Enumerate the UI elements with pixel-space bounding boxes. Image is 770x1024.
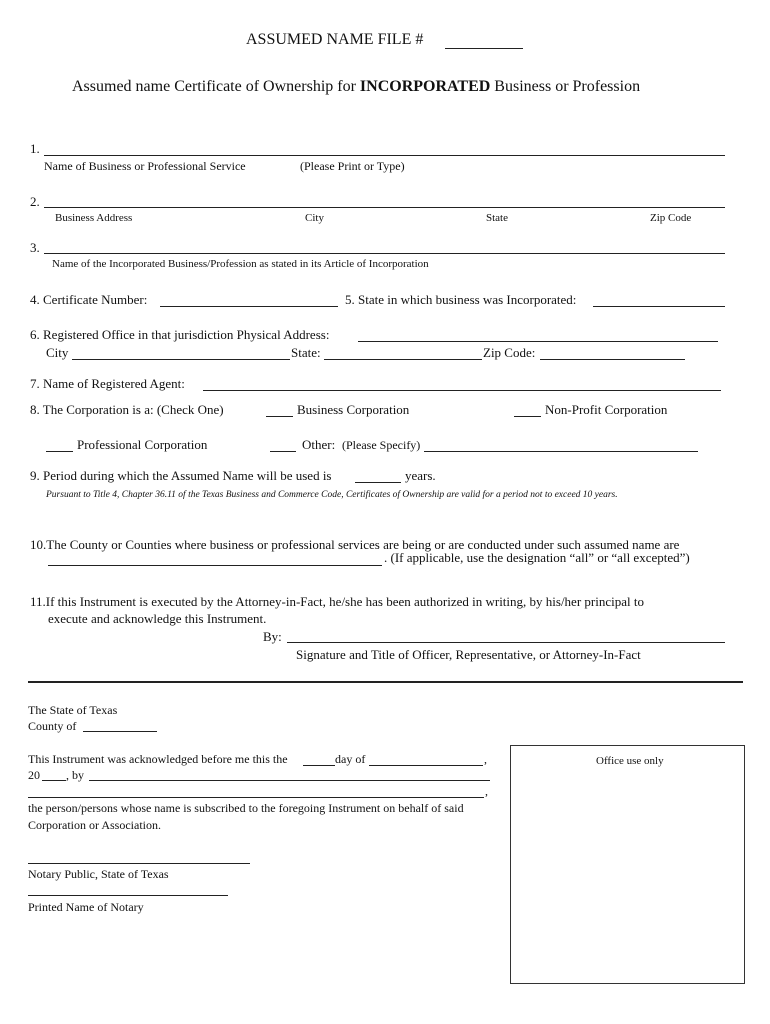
signature-label: Signature and Title of Officer, Representative, or Attorney-In-Fact bbox=[296, 647, 641, 662]
city-label: City bbox=[305, 212, 324, 224]
section-divider bbox=[28, 681, 743, 683]
printed-name-label: Printed Name of Notary bbox=[28, 900, 144, 914]
incorporation-state-field[interactable] bbox=[593, 306, 725, 307]
notary-printed-name-field[interactable] bbox=[28, 895, 228, 896]
business-address-field[interactable] bbox=[44, 207, 725, 208]
other-label: Other: bbox=[302, 437, 336, 452]
other-specify-field[interactable] bbox=[424, 451, 698, 452]
period-years-field[interactable] bbox=[355, 482, 401, 483]
period-label: 9. Period during which the Assumed Name will be used is bbox=[30, 468, 332, 483]
professional-corporation-label: Professional Corporation bbox=[77, 437, 208, 452]
ack-year-field[interactable] bbox=[42, 780, 66, 781]
incorporated-name-field[interactable] bbox=[44, 253, 725, 254]
notary-signature-field[interactable] bbox=[28, 863, 250, 864]
office-use-label: Office use only bbox=[596, 755, 664, 767]
title-bold: INCORPORATED bbox=[359, 78, 491, 95]
registered-agent-label: 7. Name of Registered Agent: bbox=[30, 376, 185, 391]
nonprofit-corporation-label: Non-Profit Corporation bbox=[545, 402, 668, 417]
county-hint: . (If applicable, use the designation “all” or “all excepted”) bbox=[384, 550, 690, 565]
ack-by-field[interactable] bbox=[89, 780, 490, 781]
corporation-type-label: 8. The Corporation is a: (Check One) bbox=[30, 402, 224, 417]
business-address-label: Business Address bbox=[55, 212, 133, 224]
print-type-hint: (Please Print or Type) bbox=[300, 159, 405, 173]
business-corporation-checkbox[interactable] bbox=[266, 416, 293, 417]
page-title bbox=[72, 78, 640, 96]
person-text-line-2: Corporation or Association. bbox=[28, 818, 161, 832]
office-state-field[interactable] bbox=[324, 359, 482, 360]
please-specify-label: (Please Specify) bbox=[342, 438, 421, 452]
nonprofit-corporation-checkbox[interactable] bbox=[514, 416, 541, 417]
field-2-number: 2. bbox=[30, 194, 40, 209]
state-label: State bbox=[486, 212, 508, 224]
zip-code-label: Zip Code bbox=[650, 212, 692, 224]
ack-month-field[interactable] bbox=[369, 765, 483, 766]
office-city-field[interactable] bbox=[72, 359, 290, 360]
incorporation-state-label: 5. State in which business was Incorporated: bbox=[345, 292, 577, 307]
field-1-number: 1. bbox=[30, 141, 40, 156]
field-3-number: 3. bbox=[30, 240, 40, 255]
day-of-label: day of bbox=[335, 752, 366, 766]
county-label: 10.The County or Counties where business or professional services are being or are conducted under such assumed name are bbox=[30, 537, 680, 552]
business-corporation-label: Business Corporation bbox=[297, 402, 410, 417]
incorporated-name-label: Name of the Incorporated Business/Profession as stated in its Article of Incorporation bbox=[52, 258, 429, 270]
county-of-label: County of bbox=[28, 719, 77, 733]
title-suffix: Business or Profession bbox=[490, 78, 641, 95]
ack-comma: , bbox=[484, 752, 487, 766]
acknowledgement-text: This Instrument was acknowledged before me this the bbox=[28, 752, 288, 766]
ack-name-field[interactable] bbox=[28, 797, 484, 798]
office-state-label: State: bbox=[291, 345, 321, 360]
title-prefix: Assumed name Certificate of Ownership for bbox=[72, 78, 360, 95]
office-city-label: City bbox=[46, 345, 69, 360]
attorney-line-2: execute and acknowledge this Instrument. bbox=[48, 611, 267, 626]
validity-note: Pursuant to Title 4, Chapter 36.11 of the Texas Business and Commerce Code, Certificates of Ownership are valid for a period not to exceed 10 years. bbox=[46, 490, 618, 500]
registered-agent-field[interactable] bbox=[203, 390, 721, 391]
person-text-line-1: the person/persons whose name is subscribed to the foregoing Instrument on behalf of said bbox=[28, 801, 464, 815]
office-use-box bbox=[510, 745, 745, 984]
notary-public-label: Notary Public, State of Texas bbox=[28, 867, 169, 881]
registered-office-label: 6. Registered Office in that jurisdiction Physical Address: bbox=[30, 327, 330, 342]
business-name-label: Name of Business or Professional Service bbox=[44, 159, 246, 173]
file-number-label: ASSUMED NAME FILE # bbox=[246, 31, 424, 48]
physical-address-field[interactable] bbox=[358, 341, 718, 342]
ack-day-field[interactable] bbox=[303, 765, 335, 766]
year-prefix: 20 bbox=[28, 768, 40, 782]
by-notary-label: , by bbox=[66, 768, 84, 782]
attorney-line-1: 11.If this Instrument is executed by the Attorney-in-Fact, he/she has been authorized in writing, by his/her principal to bbox=[30, 594, 644, 609]
by-label: By: bbox=[263, 629, 282, 644]
business-name-field[interactable] bbox=[44, 155, 725, 156]
ack-comma-2: , bbox=[485, 784, 488, 798]
office-zip-label: Zip Code: bbox=[483, 345, 536, 360]
office-zip-field[interactable] bbox=[540, 359, 685, 360]
other-checkbox[interactable] bbox=[270, 451, 296, 452]
years-label: years. bbox=[405, 468, 436, 483]
state-of-texas: The State of Texas bbox=[28, 703, 118, 717]
professional-corporation-checkbox[interactable] bbox=[46, 451, 73, 452]
file-number-field[interactable] bbox=[445, 48, 523, 49]
certificate-number-field[interactable] bbox=[160, 306, 338, 307]
certificate-number-label: 4. Certificate Number: bbox=[30, 292, 148, 307]
notary-county-field[interactable] bbox=[83, 731, 157, 732]
county-field[interactable] bbox=[48, 565, 382, 566]
signature-field[interactable] bbox=[287, 642, 725, 643]
